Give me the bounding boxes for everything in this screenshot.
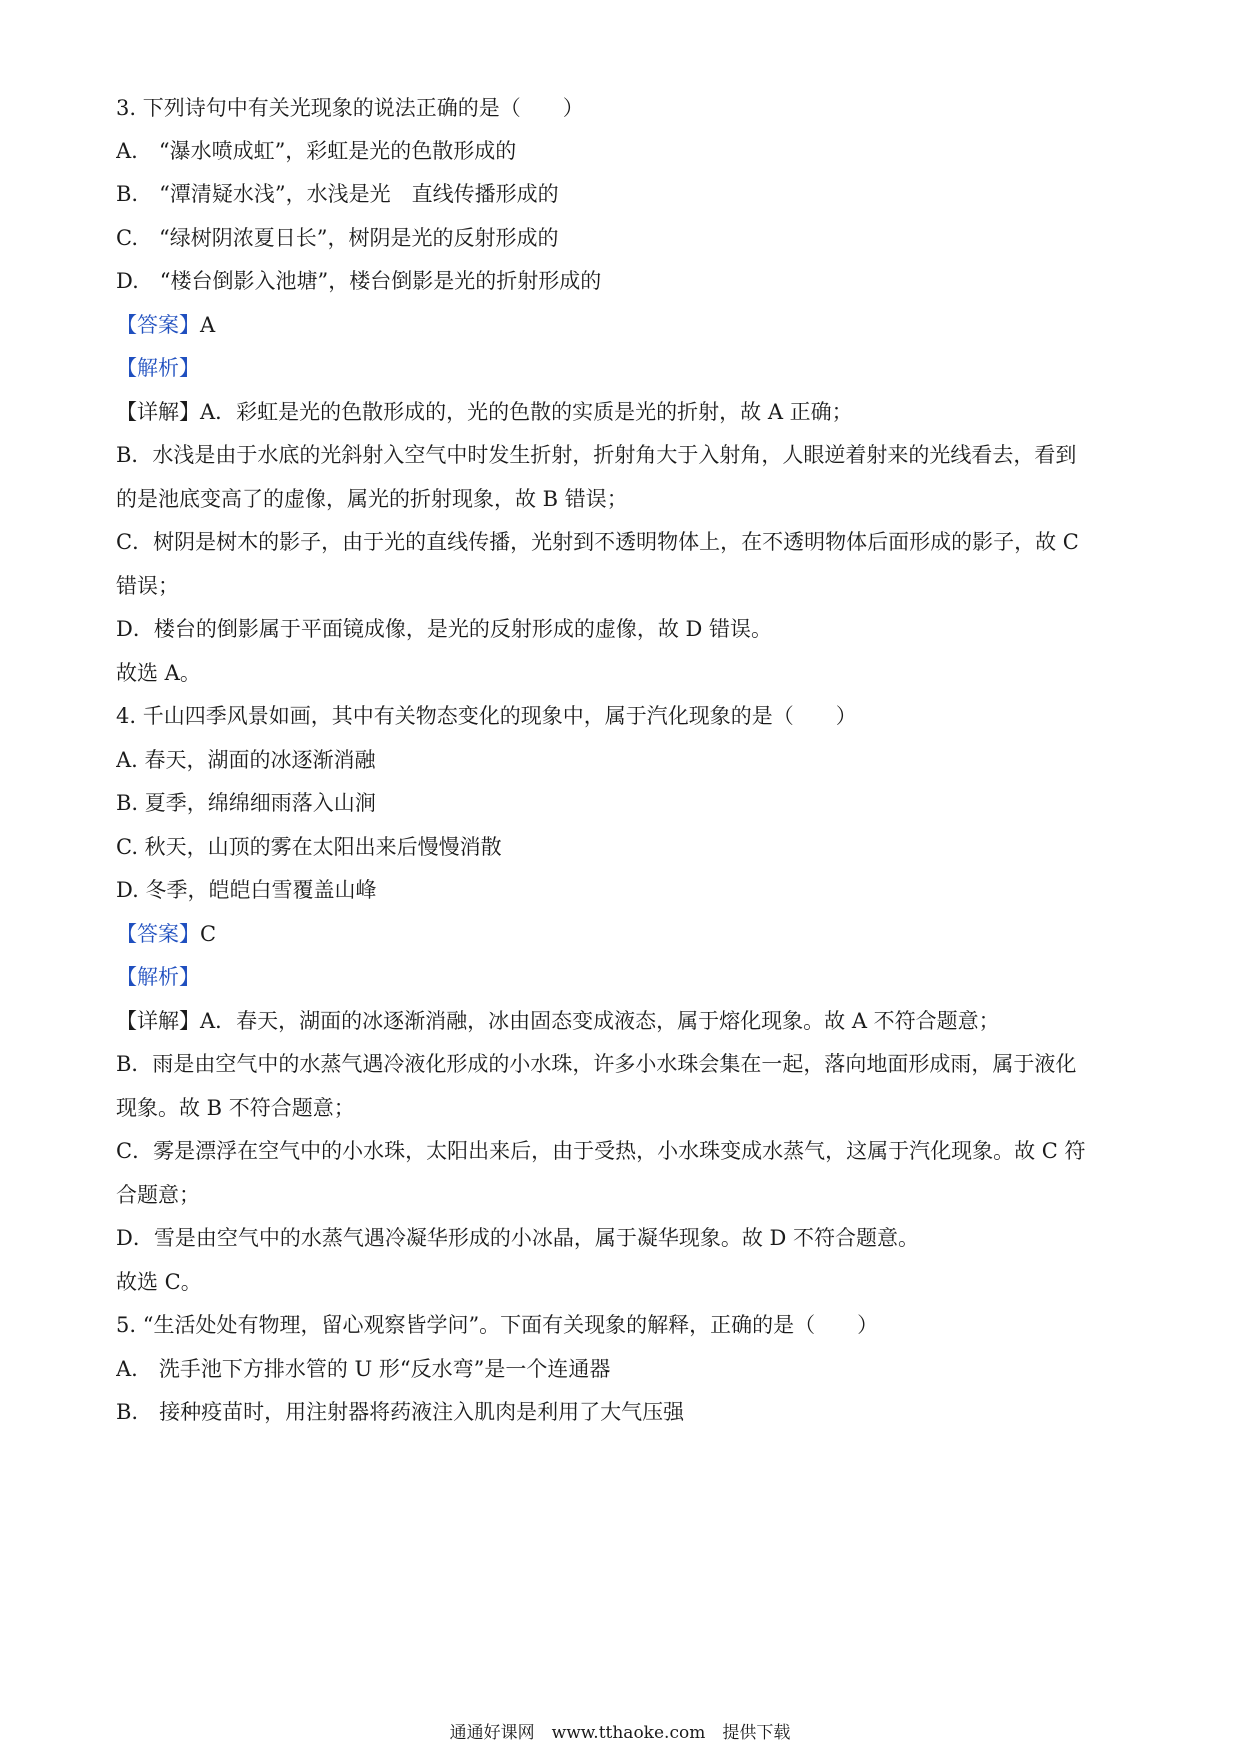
answer-value: C bbox=[200, 922, 217, 946]
question-4-conclusion: 故选 C。 bbox=[116, 1270, 202, 1294]
question-4-detail-line-2: B．雨是由空气中的水蒸气遇冷液化形成的小水珠，许多小水珠会集在一起，落向地面形成雨，属于液化 bbox=[116, 1052, 1077, 1076]
question-4-detail-line-3: 现象。故 B 不符合题意； bbox=[116, 1096, 355, 1120]
question-3-detail-line-1 bbox=[116, 398, 1126, 426]
answer-tag: 【答案】 bbox=[116, 922, 200, 946]
detail-text: A．春天，湖面的冰逐渐消融，冰由固态变成液态，属于熔化现象。故 A 不符合题意； bbox=[200, 1009, 1000, 1033]
question-5-option-a: A. 洗手池下方排水管的 U 形“反水弯”是一个连通器 bbox=[116, 1357, 611, 1381]
question-4-detail-line-5: 合题意； bbox=[116, 1183, 200, 1207]
question-4-analysis-tag: 【解析】 bbox=[116, 965, 200, 989]
question-4-detail-line-6: D．雪是由空气中的水蒸气遇冷凝华形成的小冰晶，属于凝华现象。故 D 不符合题意。 bbox=[116, 1226, 920, 1250]
question-3-detail-line-6: D．楼台的倒影属于平面镜成像，是光的反射形成的虚像，故 D 错误。 bbox=[116, 617, 773, 641]
question-4-option-c: C. 秋天，山顶的雾在太阳出来后慢慢消散 bbox=[116, 835, 502, 859]
question-3-detail-line-4: C．树阴是树木的影子，由于光的直线传播，光射到不透明物体上，在不透明物体后面形成的影子，故 C bbox=[116, 530, 1079, 554]
question-5-option-b: B. 接种疫苗时，用注射器将药液注入肌肉是利用了大气压强 bbox=[116, 1400, 685, 1424]
question-3-stem: 3. 下列诗句中有关光现象的说法正确的是（ ） bbox=[116, 96, 584, 120]
question-3-option-d: D. “楼台倒影入池塘”，楼台倒影是光的折射形成的 bbox=[116, 269, 602, 293]
question-3-detail-line-2: B．水浅是由于水底的光斜射入空气中时发生折射，折射角大于入射角，人眼逆着射来的光线看去，看到 bbox=[116, 443, 1077, 467]
detail-tag: 【详解】 bbox=[116, 1009, 200, 1033]
question-4-option-a: A. 春天，湖面的冰逐渐消融 bbox=[116, 748, 376, 772]
question-4-detail-line-1 bbox=[116, 1007, 1126, 1035]
question-4-detail-line-4: C．雾是漂浮在空气中的小水珠，太阳出来后，由于受热，小水珠变成水蒸气，这属于汽化现象。故 C 符 bbox=[116, 1139, 1086, 1163]
question-3-answer bbox=[116, 311, 1126, 339]
question-3-analysis-tag: 【解析】 bbox=[116, 356, 200, 380]
question-3-detail-line-3: 的是池底变高了的虚像，属光的折射现象，故 B 错误； bbox=[116, 487, 628, 511]
answer-tag: 【答案】 bbox=[116, 313, 200, 337]
answer-value: A bbox=[200, 313, 216, 337]
page-footer: 通通好课网 www.tthaoke.com 提供下载 bbox=[449, 1723, 791, 1743]
question-3-option-c: C. “绿树阴浓夏日长”，树阴是光的反射形成的 bbox=[116, 226, 559, 250]
question-4-answer bbox=[116, 920, 1126, 948]
question-5-stem: 5. “生活处处有物理，留心观察皆学问”。下面有关现象的解释，正确的是（ ） bbox=[116, 1313, 879, 1337]
detail-text: A．彩虹是光的色散形成的，光的色散的实质是光的折射，故 A 正确； bbox=[200, 400, 853, 424]
question-3-option-b: B. “潭清疑水浅”，水浅是光 直线传播形成的 bbox=[116, 182, 559, 206]
question-3-conclusion: 故选 A。 bbox=[116, 661, 201, 685]
question-4-stem: 4. 千山四季风景如画，其中有关物态变化的现象中，属于汽化现象的是（ ） bbox=[116, 704, 857, 728]
question-3-option-a: A. “瀑水喷成虹”，彩虹是光的色散形成的 bbox=[116, 139, 517, 163]
question-3-detail-line-5: 错误； bbox=[116, 574, 179, 598]
question-4-option-b: B. 夏季，绵绵细雨落入山涧 bbox=[116, 791, 376, 815]
detail-tag: 【详解】 bbox=[116, 400, 200, 424]
question-4-option-d: D. 冬季，皑皑白雪覆盖山峰 bbox=[116, 878, 377, 902]
